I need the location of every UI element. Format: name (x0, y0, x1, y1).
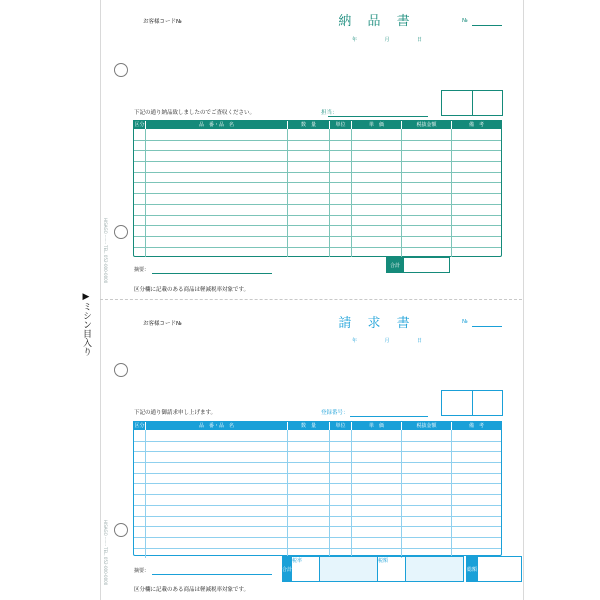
table-row[interactable] (134, 140, 501, 151)
registration-label: 登録番号： (321, 410, 349, 416)
month-label: 月 (384, 37, 390, 43)
column-header: 単位 (330, 422, 352, 430)
column-header: 単 価 (352, 121, 402, 129)
printer-info: HISAGO ······· TEL. 052-000-0000 (103, 520, 108, 586)
memo-field[interactable] (152, 273, 272, 274)
total-label: 合計 (282, 556, 292, 582)
invoice-message: 下記の通り御請求申し上げます。 (134, 410, 217, 416)
staff-field[interactable] (328, 116, 428, 117)
column-header: 税抜金額 (402, 422, 452, 430)
column-header: 品 番・品 名 (146, 121, 288, 129)
column-header: 数 量 (288, 422, 330, 430)
table-row[interactable] (134, 462, 501, 473)
number-label: № (462, 319, 468, 325)
table-row[interactable] (134, 236, 501, 247)
table-rows[interactable] (134, 430, 501, 558)
staff-label: 担当： (321, 110, 338, 116)
table-row[interactable] (134, 129, 501, 140)
delivery-title: 納 品 書 (338, 14, 416, 29)
date-fields[interactable] (352, 337, 422, 344)
items-table (133, 421, 502, 556)
table-row[interactable] (134, 516, 501, 527)
customer-code-label: お客様コード№ (143, 19, 182, 25)
items-table (133, 120, 502, 257)
binder-hole (114, 225, 128, 239)
table-row[interactable] (134, 451, 501, 462)
binder-hole (114, 63, 128, 77)
total-box (386, 257, 450, 273)
printer-info: HISAGO ······· TEL. 052-000-0000 (103, 218, 108, 284)
table-row[interactable] (134, 193, 501, 204)
total-field[interactable] (404, 257, 450, 273)
stamp-box (441, 90, 503, 116)
grand-total-label: 総額 (466, 556, 478, 582)
grand-total-field[interactable] (478, 556, 522, 582)
customer-code-label: お客様コード№ (143, 321, 182, 327)
tax-amount-label: 税額 (378, 556, 406, 582)
day-label: 日 (416, 37, 422, 43)
table-row[interactable] (134, 526, 501, 537)
perforation-line (100, 299, 522, 300)
day-label: 日 (416, 338, 422, 344)
tax-amount-field[interactable] (406, 556, 464, 582)
year-label: 年 (352, 37, 358, 43)
month-label: 月 (384, 338, 390, 344)
column-header: 備 考 (468, 423, 484, 429)
date-fields[interactable] (352, 36, 422, 43)
table-row[interactable] (134, 483, 501, 494)
table-row[interactable] (134, 247, 501, 258)
table-row[interactable] (134, 204, 501, 215)
invoice-title: 請 求 書 (338, 316, 416, 331)
column-header: 単位 (330, 121, 352, 129)
registration-field[interactable] (350, 416, 428, 417)
memo-field[interactable] (152, 574, 272, 575)
column-header: 税抜金額 (402, 121, 452, 129)
table-rows[interactable] (134, 129, 501, 257)
table-row[interactable] (134, 430, 501, 441)
column-header: 数 量 (288, 121, 330, 129)
reduced-tax-note: 区分欄に記載のある商品は軽減税率対象です。 (134, 587, 250, 593)
table-row[interactable] (134, 150, 501, 161)
tax-rate-label: 税率 (292, 556, 320, 582)
stamp-box (441, 390, 503, 416)
year-label: 年 (352, 338, 358, 344)
table-row[interactable] (134, 537, 501, 548)
table-row[interactable] (134, 505, 501, 516)
table-row[interactable] (134, 441, 501, 452)
number-field[interactable] (472, 25, 502, 26)
reduced-tax-note: 区分欄に記載のある商品は軽減税率対象です。 (134, 287, 250, 293)
delivery-message: 下記の通り納品致しましたのでご査収ください。 (134, 110, 256, 116)
table-row[interactable] (134, 172, 501, 183)
binder-hole (114, 523, 128, 537)
table-row[interactable] (134, 182, 501, 193)
table-row[interactable] (134, 161, 501, 172)
memo-label: 摘要： (134, 267, 150, 273)
tax-rate-field[interactable] (320, 556, 378, 582)
table-row[interactable] (134, 473, 501, 484)
number-field[interactable] (472, 326, 502, 327)
column-header: 単 価 (352, 422, 402, 430)
column-header: 備 考 (468, 122, 484, 128)
column-header: 品 番・品 名 (146, 422, 288, 430)
table-row[interactable] (134, 225, 501, 236)
column-header: 区分 (134, 122, 145, 128)
binder-hole (114, 363, 128, 377)
memo-label: 摘要： (134, 568, 150, 574)
column-header: 区分 (134, 423, 145, 429)
table-header (134, 422, 501, 430)
table-header (134, 121, 501, 129)
number-label: № (462, 18, 468, 24)
perforation-label: ▶ミシン目入り (81, 292, 91, 356)
total-label: 合計 (386, 257, 404, 273)
table-row[interactable] (134, 494, 501, 505)
table-row[interactable] (134, 215, 501, 226)
tax-summary-box (282, 556, 522, 582)
